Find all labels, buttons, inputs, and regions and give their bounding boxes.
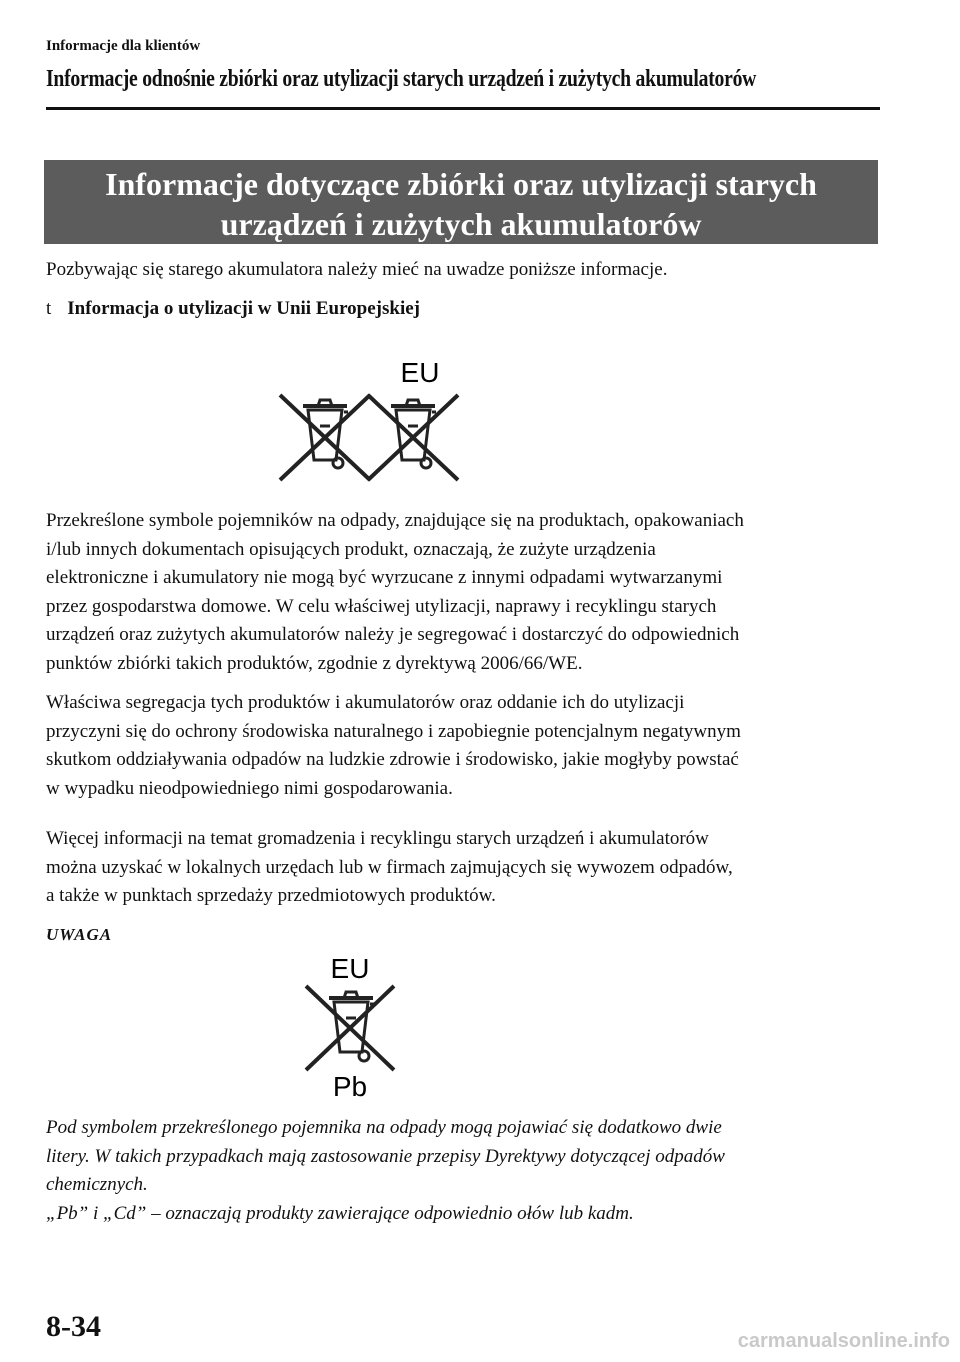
- banner-line-2: urządzeń i zużytych akumulatorów: [220, 206, 702, 242]
- title-rule: [46, 107, 880, 110]
- text-line: Przekreślone symbole pojemników na odpady, znajdujące się na produktach, opakowaniach: [46, 510, 744, 531]
- text-line: urządzeń oraz zużytych akumulatorów należy je segregować i dostarczyć do odpowiednich: [46, 624, 740, 645]
- subheading-marker: t: [46, 298, 52, 319]
- text-line: przez gospodarstwa domowe. W celu właściwej utylizacji, naprawy i recyklingu starych: [46, 595, 717, 617]
- figure-eu-pb-bin: [300, 950, 410, 1100]
- crossed-bin-icon: [306, 986, 394, 1070]
- note-label: UWAGA: [46, 925, 113, 944]
- subheading: [46, 298, 420, 320]
- paragraph-3: [46, 825, 876, 911]
- text-line: przyczyni się do ochrony środowiska naturalnego i zapobiegnie potencjalnym negatywnym: [46, 720, 741, 742]
- section-label: Informacje dla klientów: [46, 38, 201, 54]
- crossed-bin-icon: [368, 395, 458, 480]
- watermark: carmanualsonline.info: [737, 1330, 950, 1352]
- figure-eu-bins: [270, 352, 480, 487]
- text-line: chemicznych.: [46, 1174, 148, 1195]
- figure2-bottom-label: Pb: [332, 1071, 368, 1100]
- text-line: litery. W takich przypadkach mają zastosowanie przepisy Dyrektywy dotyczącej odpadów: [46, 1145, 725, 1167]
- figure1-label: EU: [400, 357, 440, 388]
- text-line: „Pb” i „Cd” – oznaczają produkty zawierające odpowiednio ołów lub kadm.: [46, 1202, 634, 1224]
- subheading-text: Informacja o utylizacji w Unii Europejskiej: [67, 298, 420, 319]
- text-line: elektroniczne i akumulatory nie mogą być wyrzucane z innymi odpadami wytwarzanymi: [46, 567, 723, 588]
- section-banner: [44, 160, 878, 244]
- paragraph-1: [46, 507, 876, 678]
- figure2-top-label: EU: [330, 953, 370, 984]
- text-line: Właściwa segregacja tych produktów i akumulatorów oraz oddanie ich do utylizacji: [46, 692, 685, 713]
- text-line: Więcej informacji na temat gromadzenia i recyklingu starych urządzeń i akumulatorów: [46, 828, 709, 849]
- text-line: Pod symbolem przekreślonego pojemnika na odpady mogą pojawiać się dodatkowo dwie: [46, 1117, 722, 1138]
- intro-text: Pozbywając się starego akumulatora należy mieć na uwadze poniższe informacje.: [46, 259, 668, 280]
- crossed-bin-icon: [280, 395, 370, 480]
- text-line: można uzyskać w lokalnych urzędach lub w firmach zajmujących się wywozem odpadów,: [46, 856, 733, 878]
- page-number: 8-34: [46, 1310, 101, 1343]
- text-line: i/lub innych dokumentach opisujących produkt, oznaczają, że zużyte urządzenia: [46, 538, 656, 560]
- page-title: Informacje odnośnie zbiórki oraz utylizacji starych urządzeń i zużytych akumulatorów: [46, 66, 757, 92]
- paragraph-2: [46, 689, 876, 803]
- banner-line-1: Informacje dotyczące zbiórki oraz utylizacji starych: [105, 166, 817, 202]
- text-line: w wypadku nieodpowiedniego nimi gospodarowania.: [46, 777, 453, 799]
- text-line: skutkom oddziaływania odpadów na ludzkie zdrowie i środowisko, jakie mogłyby powstać: [46, 749, 739, 770]
- text-line: punktów zbiórki takich produktów, zgodnie z dyrektywą 2006/66/WE.: [46, 652, 583, 674]
- text-line: a także w punktach sprzedaży przedmiotowych produktów.: [46, 885, 496, 906]
- note-text: [46, 1114, 876, 1228]
